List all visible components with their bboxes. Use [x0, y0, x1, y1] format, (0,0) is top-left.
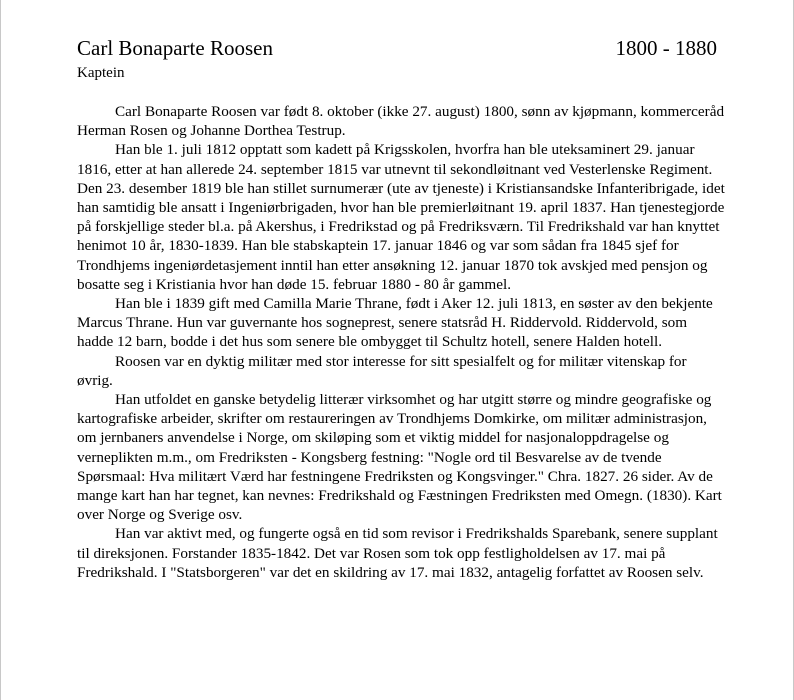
paragraph-military-career: Han ble 1. juli 1812 opptatt som kadett på Krigsskolen, hvorfra han ble uteksaminert 29. januar 1816, etter at han allerede 24. september 1815 var utnevnt til sekondløitnant ved Vesterlenske Regiment. Den 23. desember 1819 ble han stillet surnumerær (ute av tjeneste) i Kristiansandske Infanteribrigade, idet han samtidig ble ansatt i Ingeniørbrigaden, hvor han ble premierløitnant 19. april 1837. Han tjenestegjorde på forskjellige steder bl.a. på Akershus, i Fredrikstad og på Fredriksværn. Til Fredrikshald var han knyttet henimot 10 år, 1830-1839. Han ble stabskaptein 17. januar 1846 og var som sådan fra 1845 sjef for Trondhjems ingeniørdetasjement inntil han etter ansøkning 12. januar 1870 tok avskjed med pensjon og bosatte seg i Kristiania hvor han døde 15. februar 1880 - 80 år gammel.: [77, 141, 725, 293]
paragraph-birth: Carl Bonaparte Roosen var født 8. oktober (ikke 27. august) 1800, sønn av kjøpmann, kommerceråd Herman Rosen og Johanne Dorthea Testrup.: [77, 103, 725, 140]
paragraph-literary-work: Han utfoldet en ganske betydelig litterær virksomhet og har utgitt større og mindre geografiske og kartografiske arbeider, skrifter om restaureringen av Trondhjems Domkirke, om militær administrasjon, om jernbaners anvendelse i Norge, om skiløping som et viktig middel for nasjonaloppdragelse og verneplikten m.m., om Fredriksten - Kongsberg festning: "Nogle ord til Besvarelse av de tvende Spørsmaal: Hva militært Værd har festningene Fredriksten og Kongsvinger." Chra. 1827. 26 sider. Av de mange kart han har tegnet, kan nevnes: Fredrikshald og Fæstningen Fredriksten med Omegn. (1830). Kart over Norge og Sverige osv.: [77, 391, 722, 524]
document-header: [77, 36, 717, 62]
life-years: 1800 - 1880: [615, 36, 717, 60]
person-rank: Kaptein: [77, 65, 125, 81]
paragraph-civic-activity: Han var aktivt med, og fungerte også en tid som revisor i Fredrikshalds Sparebank, senere supplant til direksjonen. Forstander 1835-1842. Det var Rosen som tok opp festligholdelsen av 17. mai på Fredrikshald. I "Statsborgeren" var det en skildring av 17. mai 1832, antagelig forfattet av Roosen selv.: [77, 525, 718, 581]
paragraph-marriage: Han ble i 1839 gift med Camilla Marie Thrane, født i Aker 12. juli 1813, en søster av den bekjente Marcus Thrane. Hun var guvernante hos sogneprest, senere statsråd H. Riddervold. Riddervold, som hadde 12 barn, bodde i det hus som senere ble ombygget til Schultz hotell, senere Halden hotell.: [77, 295, 713, 351]
paragraph-interest: Roosen var en dyktig militær med stor interesse for sitt spesialfelt og for militær vitenskap for øvrig.: [77, 352, 687, 389]
biography-text: [77, 102, 725, 582]
person-name: Carl Bonaparte Roosen: [77, 36, 273, 60]
